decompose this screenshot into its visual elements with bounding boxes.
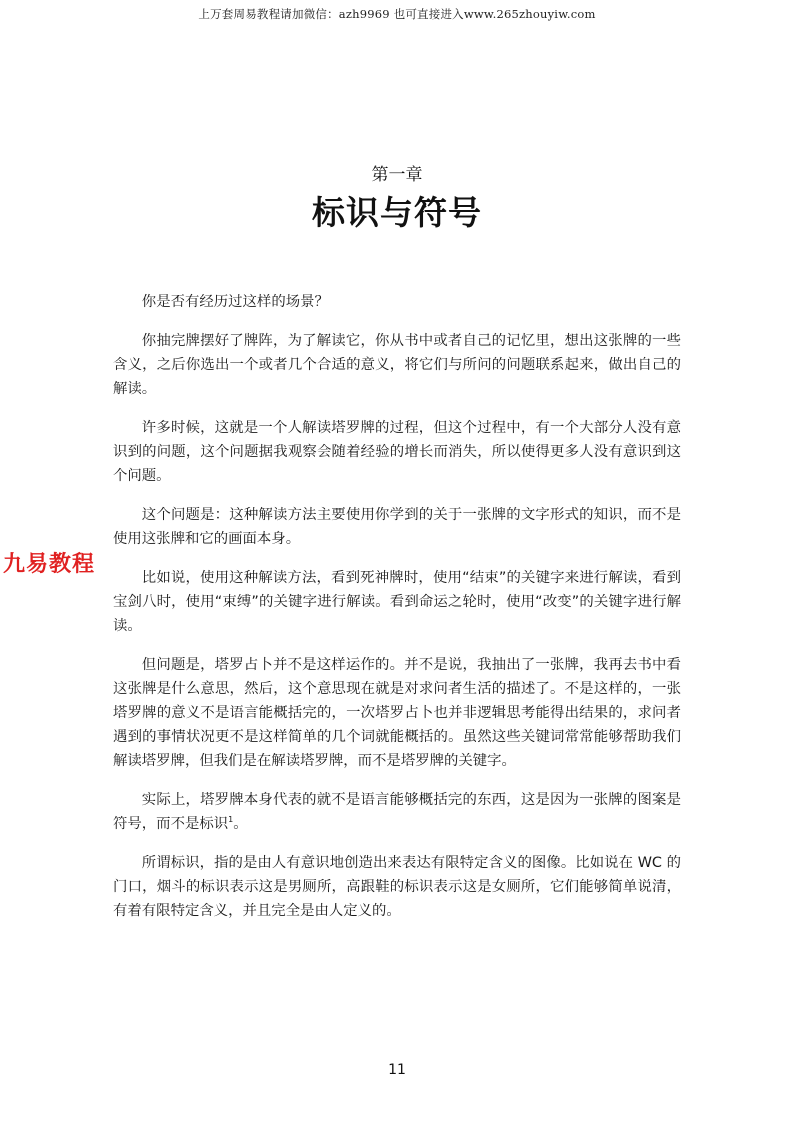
watermark-text: 九易教程 [3, 552, 96, 577]
chapter-body [113, 290, 681, 938]
paragraph-7-text: 实际上，塔罗牌本身代表的就不是语言能够概括完的东西，这是因为一张牌的图案是符号，而不是标识 [113, 792, 681, 832]
chapter-title: 标识与符号 [312, 193, 482, 232]
footnote-reference[interactable]: 1 [228, 815, 234, 825]
paragraph-5: 比如说，使用这种解读方法，看到死神牌时，使用“结束”的关键字来进行解读，看到宝剑八时，使用“束缚”的关键字进行解读。看到命运之轮时，使用“改变”的关键字进行解读。 [113, 570, 681, 634]
paragraph-7 [113, 788, 681, 836]
header-note: 上万套周易教程请加微信：azh9969 也可直接进入www.265zhouyiw.com [198, 7, 596, 21]
paragraph-8: 所谓标识，指的是由人有意识地创造出来表达有限特定含义的图像。比如说在 WC 的门口，烟斗的标识表示这是男厕所，高跟鞋的标识表示这是女厕所，它们能够简单说清，有着有限特定含义，并且完全是由人定义的。 [113, 855, 681, 919]
paragraph-1: 你是否有经历过这样的场景？ [141, 294, 329, 310]
page-number: 11 [388, 1062, 406, 1078]
paragraph-3: 许多时候，这就是一个人解读塔罗牌的过程，但这个过程中，有一个大部分人没有意识到的问题，这个问题据我观察会随着经验的增长而消失，所以使得更多人没有意识到这个问题。 [113, 420, 681, 484]
chapter-number: 第一章 [371, 165, 423, 185]
paragraph-6: 但问题是，塔罗占卜并不是这样运作的。并不是说，我抽出了一张牌，我再去书中看这张牌是什么意思，然后，这个意思现在就是对求问者生活的描述了。不是这样的，一张塔罗牌的意义不是语言能概括完的，一次塔罗占卜也并非逻辑思考能得出结果的，求问者遇到的事情状况更不是这样简单的几个词就能概括的。虽然这些关键词常常能够帮助我们解读塔罗牌，但我们是在解读塔罗牌，而不是塔罗牌的关键字。 [113, 657, 681, 769]
paragraph-4: 这个问题是：这种解读方法主要使用你学到的关于一张牌的文字形式的知识，而不是使用这张牌和它的画面本身。 [113, 507, 681, 547]
paragraph-2: 你抽完牌摆好了牌阵，为了解读它，你从书中或者自己的记忆里，想出这张牌的一些含义，之后你选出一个或者几个合适的意义，将它们与所问的问题联系起来，做出自己的解读。 [113, 333, 681, 397]
paragraph-7-end: 。 [233, 816, 248, 832]
